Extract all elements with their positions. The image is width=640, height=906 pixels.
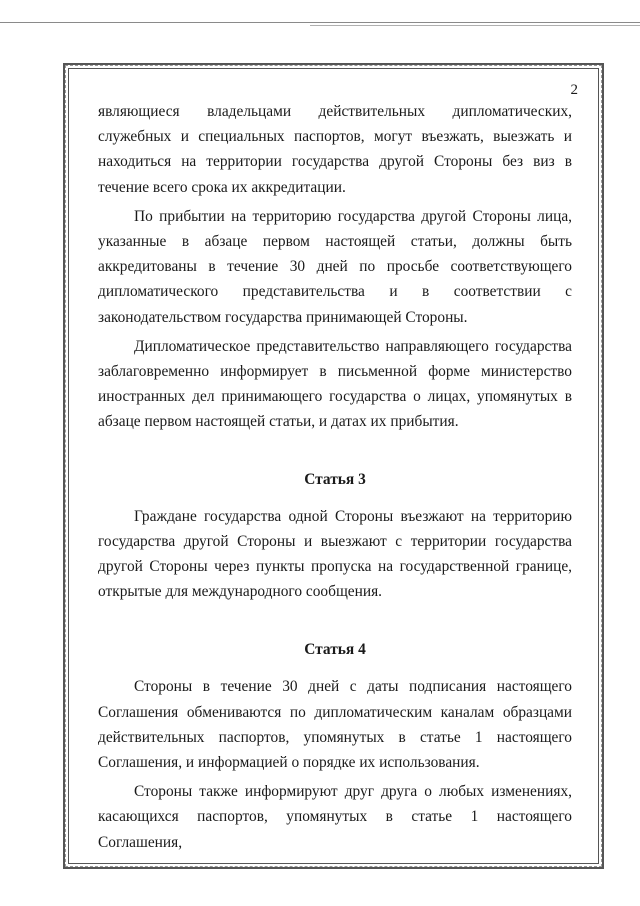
article-3-heading: Статья 3 <box>304 470 366 488</box>
scan-artifact-line <box>0 22 640 23</box>
document-body <box>98 99 572 855</box>
paragraph: Стороны в течение 30 дней с даты подписания настоящего Соглашения обмениваются по дипломатическим каналам образцами действительных паспортов, упомянутых в статье 1 настоящего Соглашения, и информацией о порядке их использования. <box>98 678 572 772</box>
scan-artifact-line <box>310 25 640 26</box>
paragraph: являющиеся владельцами действительных дипломатических, служебных и специальных паспортов, могут въезжать, выезжать и находиться на территории государства другой Стороны без виз в течение всего срока их аккредитации. <box>98 103 572 196</box>
page-number: 2 <box>570 82 578 98</box>
paragraph: Граждане государства одной Стороны въезжают на территорию государства другой Стороны и выезжают с территории государства другой Стороны через пункты пропуска на государственной границе, открытые для международного сообщения. <box>98 507 572 601</box>
article-4-heading: Статья 4 <box>304 641 366 659</box>
paragraph: По прибытии на территорию государства другой Стороны лица, указанные в абзаце первом настоящей статьи, должны быть аккредитованы в течение 30 дней по просьбе соответствующего дипломатического представительства и в соответствии с законодательством государства принимающей Стороны. <box>98 207 572 326</box>
paragraph: Стороны также информируют друг друга о любых изменениях, касающихся паспортов, упомянутых в статье 1 настоящего Соглашения, <box>98 783 572 851</box>
paragraph: Дипломатическое представительство направляющего государства заблаговременно информирует в письменной форме министерство иностранных дел принимающего государства о лицах, упомянутых в абзаце первом настоящей статьи, и датах их прибытия. <box>98 337 572 431</box>
